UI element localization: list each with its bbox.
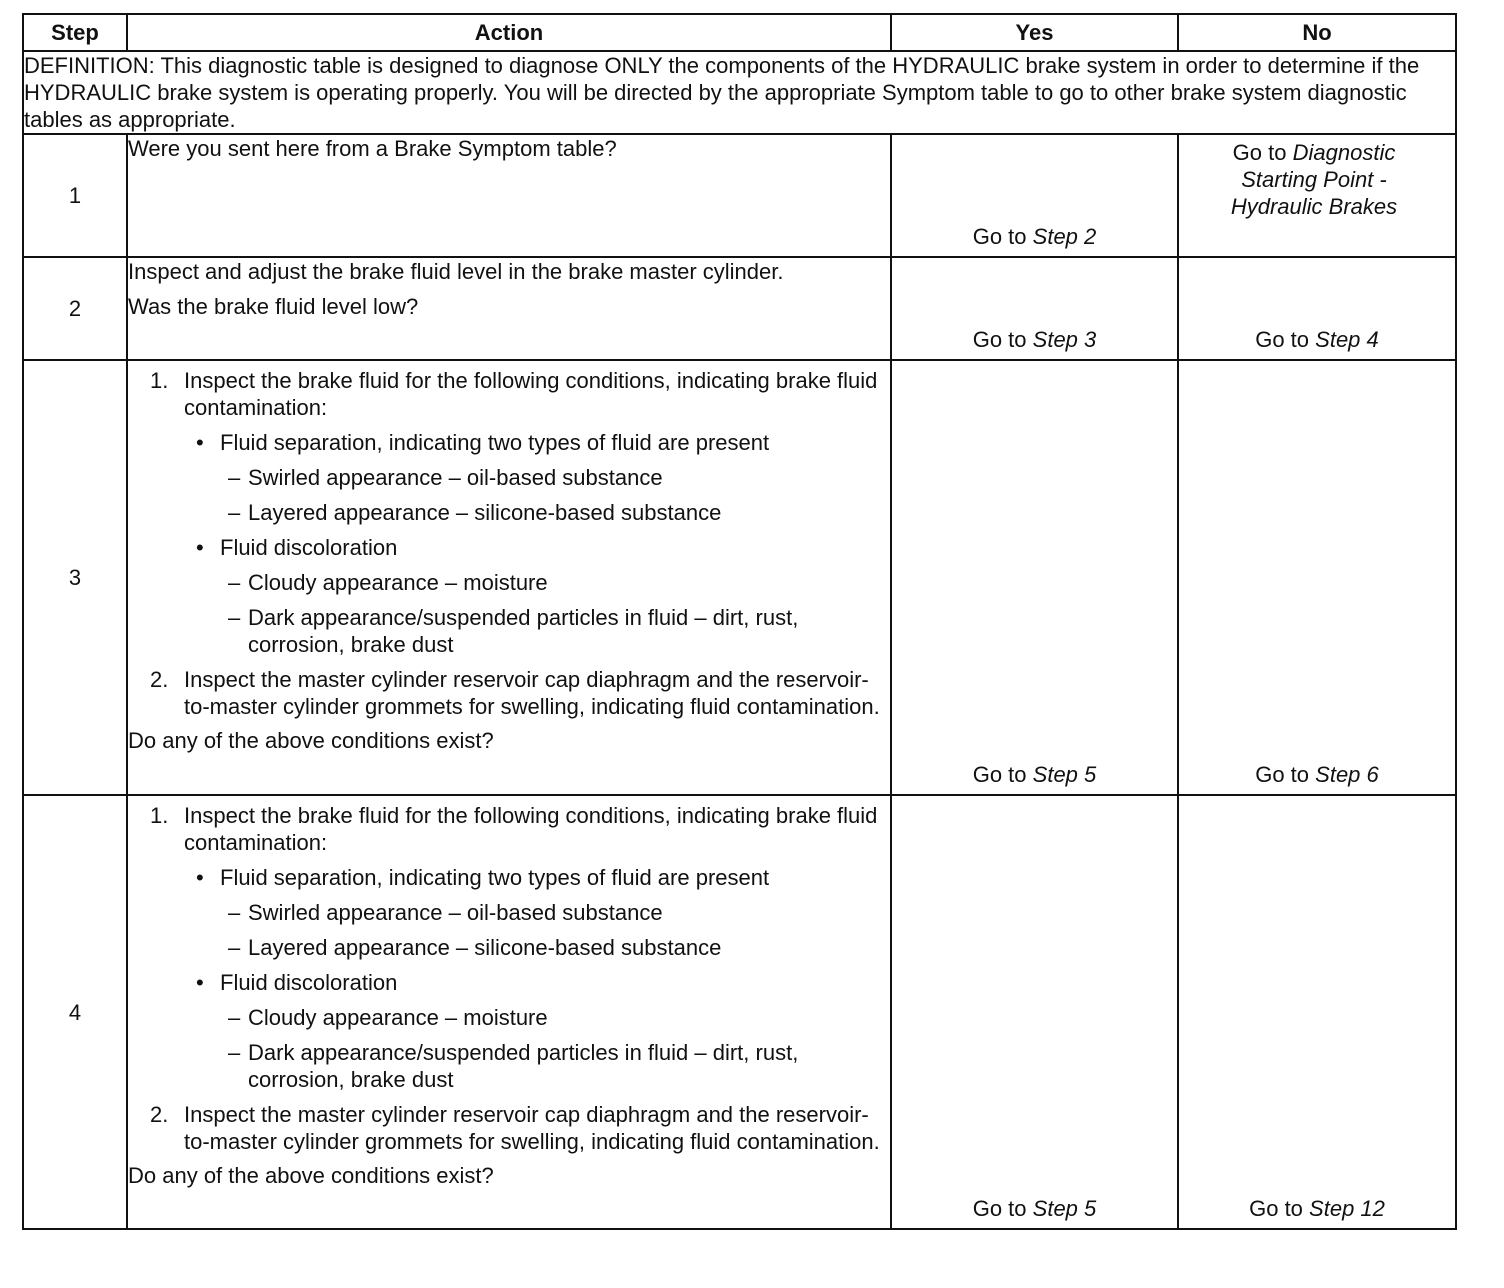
table-row [23,360,1456,795]
list-item: • Fluid discoloration – Cloudy appearance – moisture – Dark appearance/suspended particles in fluid – dirt, rust, corrosion, brake dust [184,969,890,1093]
yes-cell [891,257,1178,360]
yes-cell [891,795,1178,1229]
table-row [23,795,1456,1229]
question-text: Do any of the above conditions exist? [128,728,494,753]
question-text: Do any of the above conditions exist? [128,1163,494,1188]
list-item: 1. Inspect the brake fluid for the following conditions, indicating brake fluid contamination: • Fluid separation, indicating two types of fluid are present – Swirled appearance – oil-based substance – Layered appearance – silicone-based substance • Fluid discoloration – Cloudy appearance – moisture – Dark appearance/suspended particles in fluid – dirt, rust, corrosion, brake dust [128,802,890,1093]
list-item: – Cloudy appearance – moisture [228,1005,548,1030]
step-number: 1 [23,134,127,257]
question-text: Was the brake fluid level low? [128,294,419,319]
no-cell [1178,360,1456,795]
diagnostic-table [22,13,1457,1230]
list-item: – Swirled appearance – oil-based substance [228,900,663,925]
no-goto: Go to Diagnostic Starting Point - Hydraulic Brakes [1230,140,1398,219]
list-item: 2. Inspect the master cylinder reservoir cap diaphragm and the reservoir-to-master cylinder grommets for swelling, indicating fluid contamination. [150,1102,880,1154]
bullet-list [184,864,890,1093]
no-goto: Go to Step 4 [1255,327,1379,352]
table-row [23,134,1456,257]
action-cell [127,134,891,257]
yes-goto: Go to Step 5 [972,1196,1097,1221]
yes-cell [891,360,1178,795]
step-number: 3 [23,360,127,795]
dash-list [220,1004,890,1093]
numbered-list [128,802,890,1155]
action-cell [127,257,891,360]
header-action: Action [127,14,891,51]
list-item: – Cloudy appearance – moisture [228,570,548,595]
list-item: – Layered appearance – silicone-based substance [228,935,722,960]
list-item: – Layered appearance – silicone-based substance [228,500,722,525]
numbered-list [128,367,890,720]
list-item: – Swirled appearance – oil-based substance [228,465,663,490]
header-yes: Yes [891,14,1178,51]
yes-cell [891,134,1178,257]
list-item: • Fluid separation, indicating two types of fluid are present – Swirled appearance – oil-based substance – Layered appearance – silicone-based substance [184,429,890,526]
list-item: 1. Inspect the brake fluid for the following conditions, indicating brake fluid contamination: • Fluid separation, indicating two types of fluid are present – Swirled appearance – oil-based substance – Layered appearance – silicone-based substance • Fluid discoloration – Cloudy appearance – moisture – Dark appearance/suspended particles in fluid – dirt, rust, corrosion, brake dust [128,367,890,658]
table-row [23,257,1456,360]
dash-list [220,899,890,961]
list-item: • Fluid discoloration – Cloudy appearance – moisture – Dark appearance/suspended particles in fluid – dirt, rust, corrosion, brake dust [184,534,890,658]
dash-list [220,569,890,658]
list-item: – Dark appearance/suspended particles in fluid – dirt, rust, corrosion, brake dust [228,605,799,657]
no-goto: Go to Step 6 [1255,762,1379,787]
yes-goto: Go to Step 3 [972,327,1097,352]
instruction-text: Inspect and adjust the brake fluid level in the brake master cylinder. [128,259,784,284]
definition-row [23,51,1456,134]
action-cell [127,795,891,1229]
question-text: Were you sent here from a Brake Symptom table? [128,136,617,161]
yes-goto: Go to Step 2 [972,224,1097,249]
definition-text: DEFINITION: This diagnostic table is designed to diagnose ONLY the components of the HYDRAULIC brake system in order to determine if the HYDRAULIC brake system is operating properly. You will be directed by the appropriate Symptom table to go to other brake system diagnostic tables as appropriate. [23,51,1456,134]
list-item: 2. Inspect the master cylinder reservoir cap diaphragm and the reservoir-to-master cylinder grommets for swelling, indicating fluid contamination. [150,667,880,719]
bullet-list [184,429,890,658]
header-row [23,14,1456,51]
no-cell [1178,795,1456,1229]
no-cell [1178,134,1456,257]
step-number: 4 [23,795,127,1229]
list-item: – Dark appearance/suspended particles in fluid – dirt, rust, corrosion, brake dust [228,1040,799,1092]
header-step: Step [23,14,127,51]
no-goto: Go to Step 12 [1249,1196,1385,1221]
list-item: • Fluid separation, indicating two types of fluid are present – Swirled appearance – oil-based substance – Layered appearance – silicone-based substance [184,864,890,961]
step-number: 2 [23,257,127,360]
action-cell [127,360,891,795]
dash-list [220,464,890,526]
yes-goto: Go to Step 5 [972,762,1097,787]
no-cell [1178,257,1456,360]
header-no: No [1178,14,1456,51]
